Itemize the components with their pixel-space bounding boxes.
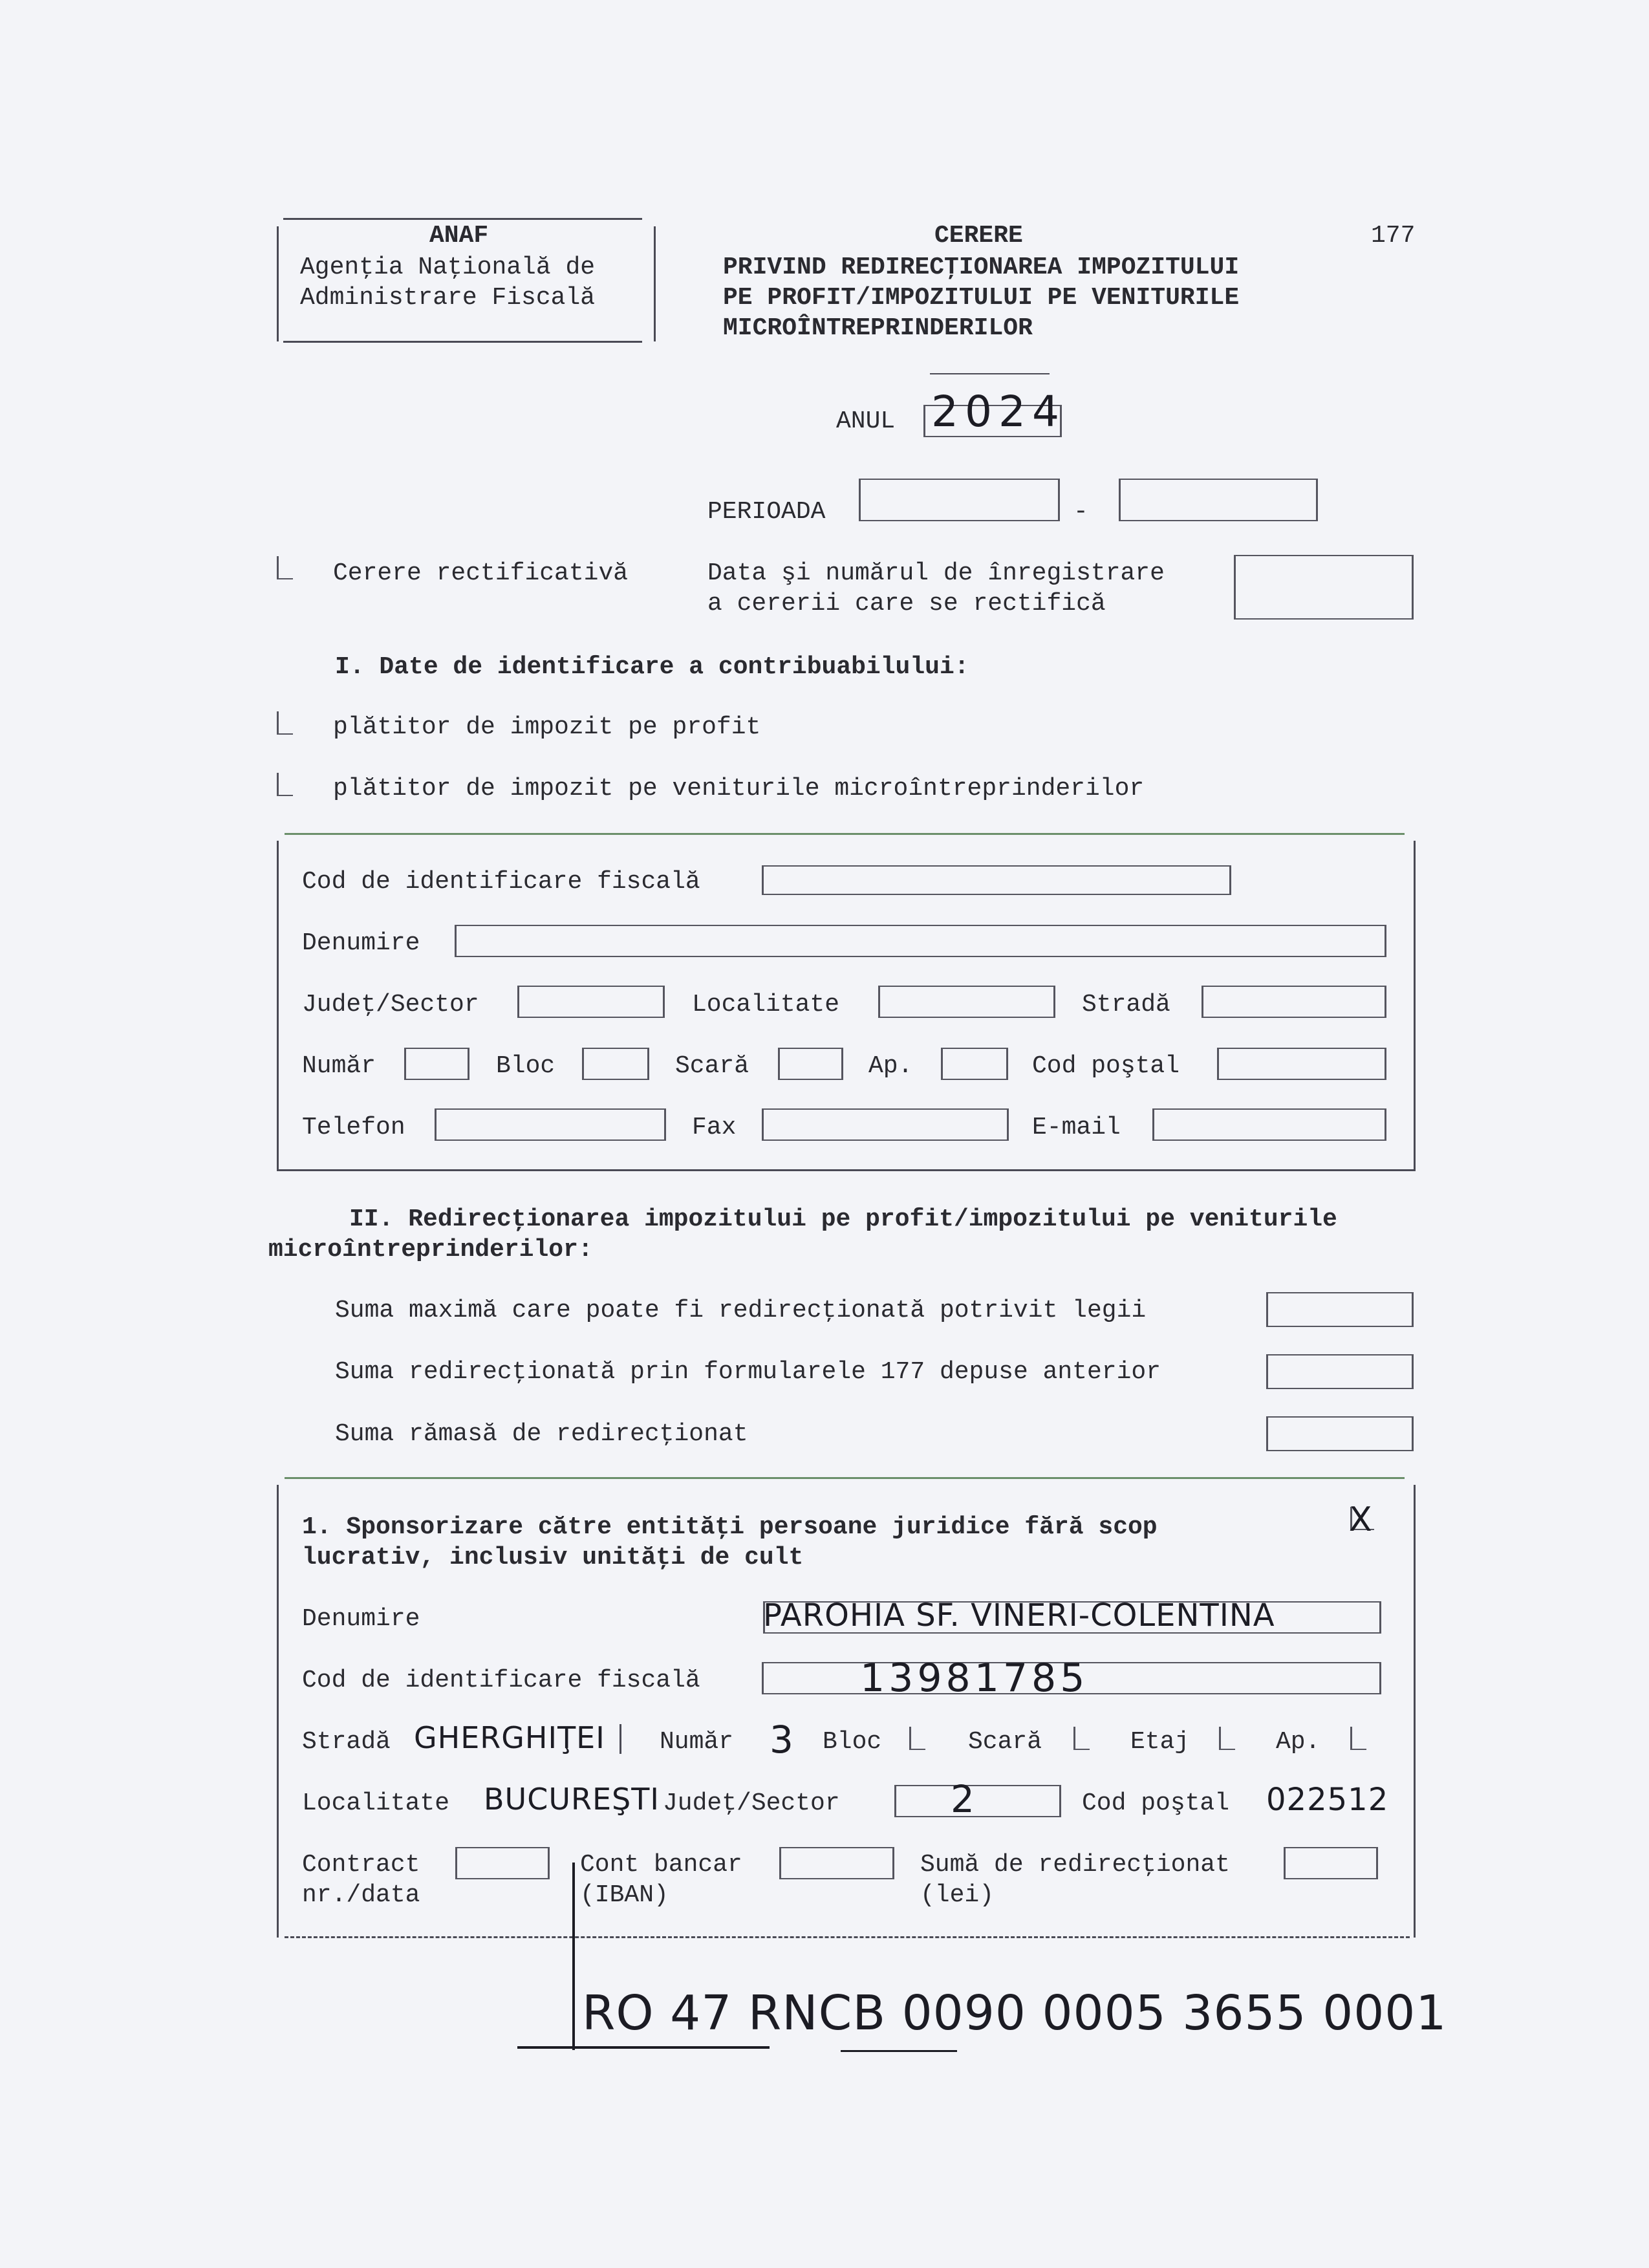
agency-box-bottom bbox=[283, 341, 642, 343]
remaining-amount-field[interactable] bbox=[1266, 1416, 1414, 1451]
recipient-number-value[interactable]: 3 bbox=[770, 1718, 794, 1762]
amount-label-2: (lei) bbox=[920, 1881, 995, 1909]
sponsorship-box-top bbox=[285, 1477, 1405, 1479]
agency-box-top bbox=[283, 218, 642, 220]
sponsorship-title-1: 1. Sponsorizare către entităţi persoane juridice fără scop bbox=[302, 1513, 1158, 1541]
taxpayer-street-label: Stradă bbox=[1082, 991, 1170, 1019]
section1-title: I. Date de identificare a contribuabilului: bbox=[335, 653, 969, 681]
period-label: PERIOADA bbox=[707, 498, 826, 526]
recipient-postal-value[interactable]: 022512 bbox=[1266, 1782, 1389, 1818]
recipient-apt-field[interactable] bbox=[1350, 1727, 1366, 1750]
recipient-floor-field[interactable] bbox=[1219, 1727, 1235, 1750]
form-title-3: PE PROFIT/IMPOZITULUI PE VENITURILE bbox=[723, 284, 1240, 312]
remaining-amount-label: Suma rămasă de redirecţionat bbox=[335, 1420, 748, 1448]
iban-handwritten-value[interactable]: RO 47 RNCB 0090 0005 3655 0001 bbox=[582, 1985, 1447, 2041]
iban-label-1: Cont bancar bbox=[580, 1851, 742, 1879]
rectification-date-label-2: a cererii care se rectifică bbox=[707, 590, 1106, 618]
taxpayer-stair-field[interactable] bbox=[778, 1048, 843, 1080]
section2-title-1: II. Redirecţionarea impozitului pe profit/impozitului pe veniturile bbox=[349, 1205, 1337, 1233]
contract-label-2: nr./data bbox=[302, 1881, 420, 1909]
iban-field[interactable] bbox=[779, 1847, 894, 1879]
section1-box-top bbox=[285, 833, 1405, 835]
taxpayer-phone-field[interactable] bbox=[435, 1108, 666, 1141]
agency-line2: Administrare Fiscală bbox=[300, 284, 596, 312]
iban-arrow-line bbox=[572, 1863, 575, 2050]
taxpayer-apt-label: Ap. bbox=[868, 1052, 913, 1080]
taxpayer-stair-label: Scară bbox=[675, 1052, 749, 1080]
taxpayer-block-label: Bloc bbox=[496, 1052, 555, 1080]
recipient-locality-label: Localitate bbox=[302, 1789, 450, 1817]
taxpayer-block-field[interactable] bbox=[582, 1048, 649, 1080]
recipient-stair-field[interactable] bbox=[1073, 1727, 1090, 1750]
profit-payer-label: plătitor de impozit pe profit bbox=[333, 713, 761, 741]
taxpayer-cif-field[interactable] bbox=[762, 865, 1231, 895]
form-title-2: PRIVIND REDIRECŢIONAREA IMPOZITULUI bbox=[723, 254, 1240, 281]
agency-short: ANAF bbox=[429, 222, 489, 250]
taxpayer-postal-label: Cod poştal bbox=[1032, 1052, 1180, 1080]
prev-amount-label: Suma redirecţionată prin formularele 177 depuse anterior bbox=[335, 1358, 1161, 1386]
year-label: ANUL bbox=[836, 407, 896, 435]
recipient-name-label: Denumire bbox=[302, 1605, 420, 1633]
recipient-cif-value[interactable]: 13981785 bbox=[860, 1656, 1089, 1701]
recipient-number-label: Număr bbox=[660, 1728, 734, 1756]
sponsorship-check-mark: X bbox=[1349, 1500, 1373, 1539]
recipient-block-field[interactable] bbox=[909, 1727, 925, 1750]
taxpayer-name-label: Denumire bbox=[302, 929, 420, 957]
form-title-4: MICROÎNTREPRINDERILOR bbox=[723, 314, 1033, 342]
recipient-county-value[interactable]: 2 bbox=[951, 1777, 975, 1821]
rectification-date-label-1: Data şi numărul de înregistrare bbox=[707, 559, 1165, 587]
micro-payer-label: plătitor de impozit pe veniturile microîntreprinderilor bbox=[333, 775, 1145, 803]
agency-line1: Agenţia Naţională de bbox=[300, 254, 596, 281]
taxpayer-fax-label: Fax bbox=[692, 1114, 737, 1141]
taxpayer-email-label: E-mail bbox=[1032, 1114, 1121, 1141]
period-start-field[interactable] bbox=[859, 479, 1060, 521]
taxpayer-locality-label: Localitate bbox=[692, 991, 840, 1019]
recipient-street-label: Stradă bbox=[302, 1728, 391, 1756]
section2-title-2: microîntreprinderilor: bbox=[268, 1236, 593, 1264]
taxpayer-fax-field[interactable] bbox=[762, 1108, 1009, 1141]
taxpayer-county-label: Judeţ/Sector bbox=[302, 991, 479, 1019]
taxpayer-county-field[interactable] bbox=[517, 986, 665, 1018]
year-value[interactable]: 2024 bbox=[931, 387, 1066, 437]
iban-underline bbox=[517, 2046, 770, 2049]
taxpayer-apt-field[interactable] bbox=[941, 1048, 1008, 1080]
recipient-locality-value[interactable]: BUCUREŞTI bbox=[484, 1782, 660, 1817]
taxpayer-email-field[interactable] bbox=[1152, 1108, 1386, 1141]
taxpayer-phone-label: Telefon bbox=[302, 1114, 405, 1141]
contract-label-1: Contract bbox=[302, 1851, 420, 1879]
sponsorship-box-bottom bbox=[285, 1936, 1410, 1938]
amount-label-1: Sumă de redirecţionat bbox=[920, 1851, 1230, 1879]
iban-label-2: (IBAN) bbox=[580, 1881, 669, 1909]
taxpayer-street-field[interactable] bbox=[1202, 986, 1386, 1018]
recipient-name-value[interactable]: PAROHIA SF. VINERI-COLENTINA bbox=[763, 1597, 1275, 1634]
recipient-apt-label: Ap. bbox=[1276, 1728, 1320, 1756]
taxpayer-number-label: Număr bbox=[302, 1052, 376, 1080]
recipient-cif-label: Cod de identificare fiscală bbox=[302, 1667, 700, 1694]
recipient-county-label: Judeţ/Sector bbox=[663, 1789, 840, 1817]
rectification-checkbox[interactable] bbox=[277, 556, 293, 579]
recipient-postal-label: Cod poştal bbox=[1082, 1789, 1230, 1817]
max-amount-label: Suma maximă care poate fi redirecţionată potrivit legii bbox=[335, 1297, 1147, 1324]
page-number: 177 bbox=[1371, 222, 1416, 250]
recipient-floor-label: Etaj bbox=[1130, 1728, 1190, 1756]
profit-payer-checkbox[interactable] bbox=[277, 711, 293, 735]
rectification-label: Cerere rectificativă bbox=[333, 559, 629, 587]
recipient-stair-label: Scară bbox=[968, 1728, 1042, 1756]
contract-field[interactable] bbox=[455, 1847, 550, 1879]
form-title-1: CERERE bbox=[934, 222, 1023, 250]
taxpayer-postal-field[interactable] bbox=[1217, 1048, 1386, 1080]
taxpayer-name-field[interactable] bbox=[455, 925, 1386, 957]
taxpayer-cif-label: Cod de identificare fiscală bbox=[302, 868, 700, 896]
sponsorship-title-2: lucrativ, inclusiv unităţi de cult bbox=[302, 1544, 804, 1571]
year-field-top bbox=[930, 373, 1050, 374]
recipient-street-value[interactable]: GHERGHIŢEI bbox=[414, 1720, 605, 1755]
micro-payer-checkbox[interactable] bbox=[277, 773, 293, 796]
iban-underline-2 bbox=[841, 2050, 957, 2052]
recipient-street-bar bbox=[620, 1724, 621, 1754]
amount-field[interactable] bbox=[1284, 1847, 1378, 1879]
period-end-field[interactable] bbox=[1119, 479, 1318, 521]
max-amount-field[interactable] bbox=[1266, 1292, 1414, 1327]
period-separator: - bbox=[1073, 498, 1088, 526]
recipient-county-field[interactable] bbox=[894, 1785, 1061, 1817]
rectification-date-field[interactable] bbox=[1234, 555, 1414, 620]
taxpayer-number-field[interactable] bbox=[404, 1048, 469, 1080]
taxpayer-locality-field[interactable] bbox=[878, 986, 1055, 1018]
prev-amount-field[interactable] bbox=[1266, 1354, 1414, 1389]
recipient-block-label: Bloc bbox=[823, 1728, 882, 1756]
